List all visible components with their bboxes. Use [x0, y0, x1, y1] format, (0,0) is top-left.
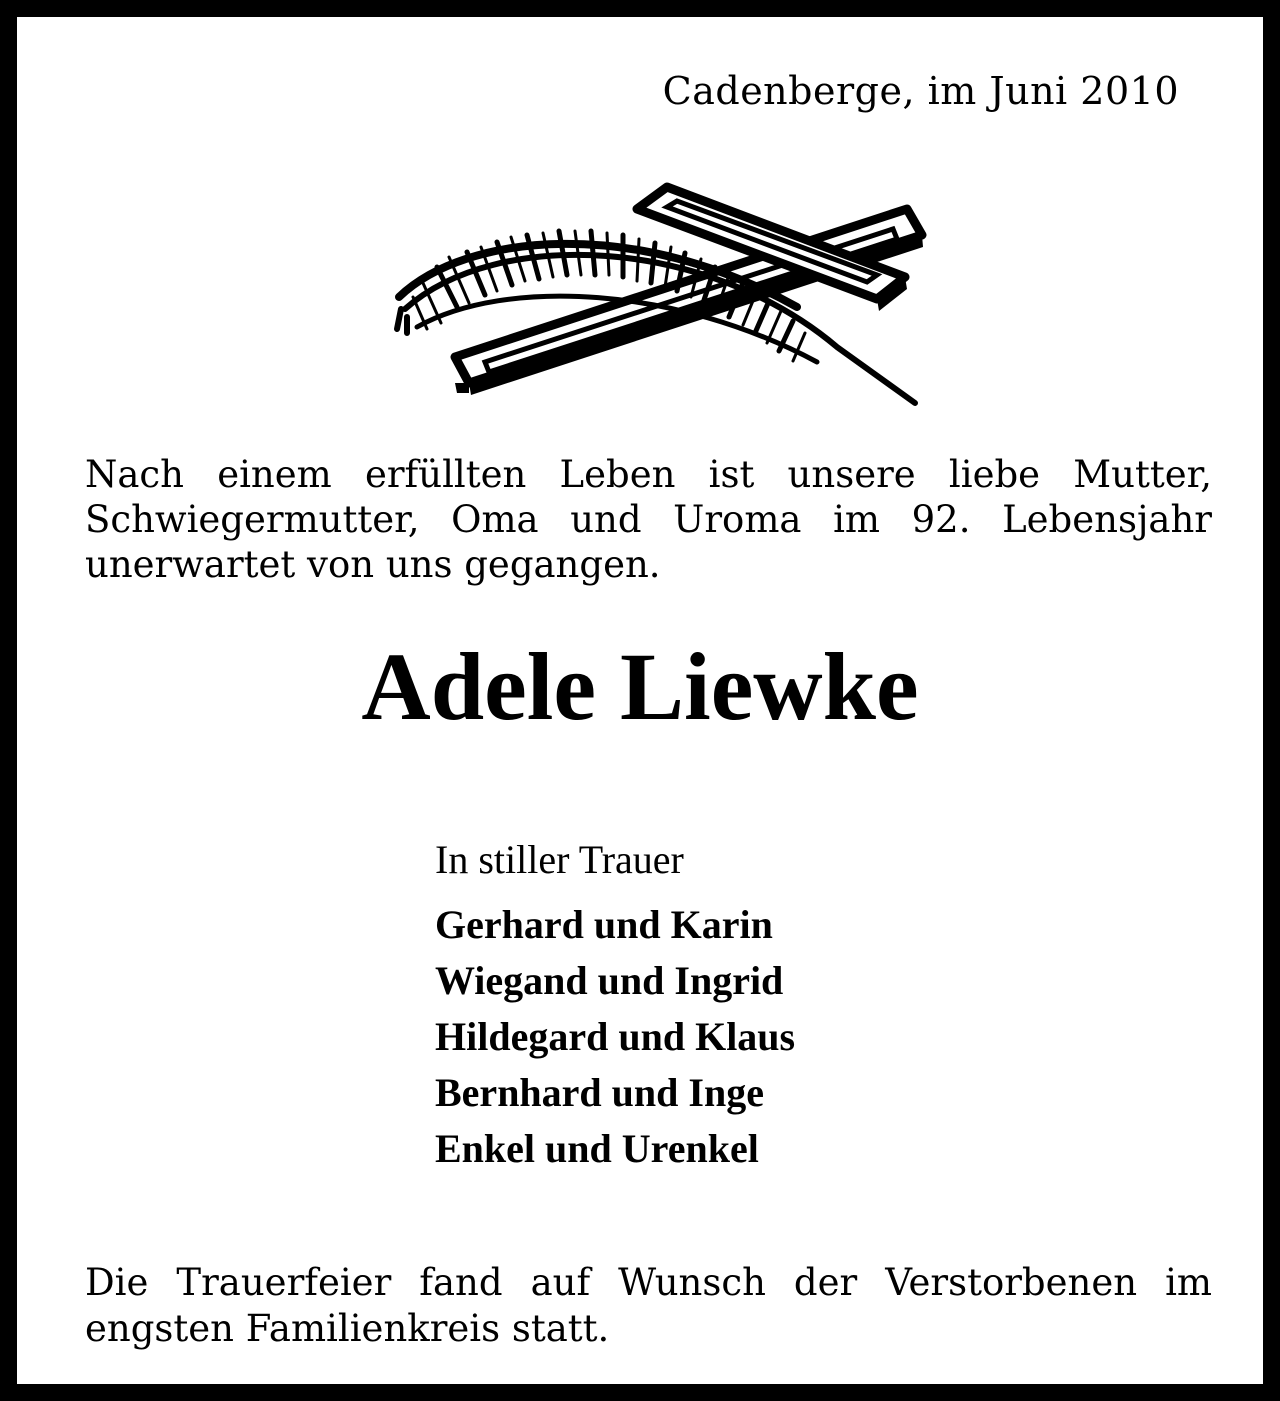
mourning-label: In stiller Trauer	[435, 837, 684, 882]
mourner-entry: Bernhard und Inge	[435, 1070, 764, 1115]
mourners-list	[435, 897, 795, 1177]
deceased-name: Adele Liewke	[361, 633, 919, 740]
cross-with-palm-frond-icon	[377, 157, 937, 417]
closing-text: Die Trauerfeier fand auf Wunsch der Verstorbenen im engsten Familienkreis statt.	[85, 1261, 1212, 1350]
mourner-entry: Enkel und Urenkel	[435, 1126, 759, 1171]
mourner-entry: Hildegard und Klaus	[435, 1014, 796, 1059]
mourner-entry: Gerhard und Karin	[435, 902, 773, 947]
place-date: Cadenberge, im Juni 2010	[662, 69, 1179, 113]
mourner-entry: Wiegand und Ingrid	[435, 958, 784, 1003]
cross-icon	[455, 187, 923, 395]
intro-text: Nach einem erfüllten Leben ist unsere liebe Mutter, Schwiegermutter, Oma und Uroma im 92. Lebensjahr unerwartet von uns gegangen.	[85, 453, 1212, 586]
